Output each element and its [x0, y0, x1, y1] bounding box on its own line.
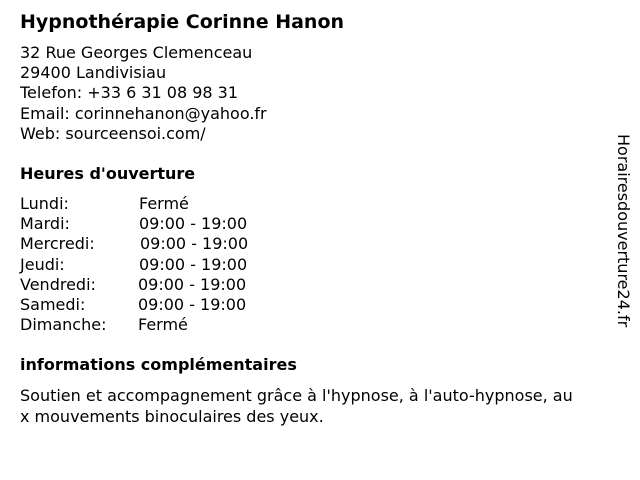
hours-row-wednesday: [20, 234, 600, 254]
business-card: [20, 10, 600, 427]
contact-block: [20, 43, 600, 144]
day-hours: Fermé: [139, 194, 189, 214]
day-label: Lundi:: [20, 194, 69, 214]
web-line[interactable]: Web: sourceensoi.com/: [20, 123, 206, 143]
hours-row-friday: [20, 275, 600, 295]
day-label: Jeudi:: [20, 254, 65, 274]
day-hours: 09:00 - 19:00: [140, 234, 249, 254]
phone-line[interactable]: Telefon: +33 6 31 08 98 31: [20, 83, 239, 103]
hours-row-thursday: [20, 255, 600, 275]
hours-row-tuesday: [20, 214, 600, 234]
day-hours: 09:00 - 19:00: [138, 294, 247, 314]
day-hours: 09:00 - 19:00: [139, 254, 248, 274]
hours-row-monday: [20, 194, 600, 214]
day-label: Dimanche:: [20, 315, 107, 335]
hours-table: [20, 194, 600, 335]
hours-row-saturday: [20, 295, 600, 315]
info-description: Soutien et accompagnement grâce à l'hypnose, à l'auto-hypnose, aux mouvements binoculaires des yeux.: [20, 386, 573, 427]
watermark-text: Horairesdouverture24.fr: [614, 134, 633, 328]
hours-row-sunday: [20, 315, 600, 335]
day-label: Mardi:: [20, 214, 70, 234]
day-label: Samedi:: [20, 294, 86, 314]
day-hours: 09:00 - 19:00: [138, 274, 247, 294]
info-title: informations complémentaires: [20, 355, 297, 375]
email-line[interactable]: Email: corinnehanon@yahoo.fr: [20, 103, 267, 123]
day-hours: 09:00 - 19:00: [139, 214, 248, 234]
hours-title: Heures d'ouverture: [20, 164, 196, 184]
address-line-1: 32 Rue Georges Clemenceau: [20, 43, 253, 62]
day-label: Mercredi:: [20, 234, 95, 254]
day-label: Vendredi:: [20, 274, 96, 294]
business-name: Hypnothérapie Corinne Hanon: [20, 11, 345, 33]
day-hours: Fermé: [138, 315, 188, 335]
address-line-2: 29400 Landivisiau: [20, 63, 167, 83]
